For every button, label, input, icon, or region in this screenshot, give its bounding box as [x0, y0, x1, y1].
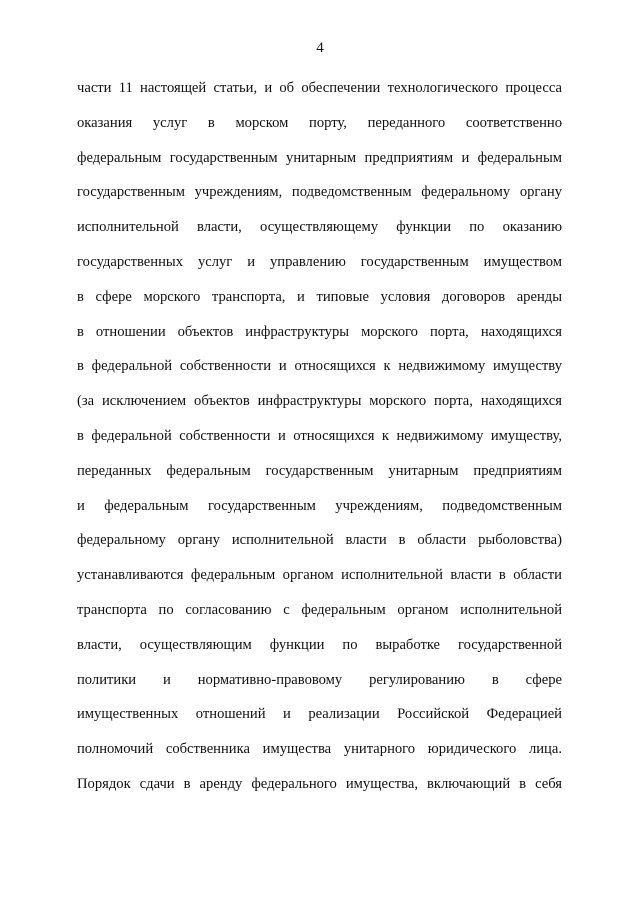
text-line: оказания услуг в морском порту, переданного соответственно: [77, 114, 562, 131]
text-line: имущественных отношений и реализации Российской Федерацией: [77, 706, 562, 723]
text-line: части 11 настоящей статьи, и об обеспечении технологического процесса: [77, 80, 562, 96]
text-line: в федеральной собственности и относящихся к недвижимому имуществу: [77, 358, 562, 375]
text-line: исполнительной власти, осуществляющему функции по оказанию: [77, 219, 562, 236]
text-line: и федеральным государственным учреждениям, подведомственным: [77, 497, 562, 514]
text-line: полномочий собственника имущества унитарного юридического лица.: [77, 741, 562, 758]
text-line: федеральным государственным унитарным предприятиям и федеральным: [77, 149, 562, 166]
text-line: власти, осуществляющим функции по выработке государственной: [77, 636, 562, 653]
text-line: политики и нормативно-правовому регулированию в сфере: [77, 671, 562, 688]
body-text: [77, 78, 562, 809]
page-number: 4: [316, 40, 324, 56]
text-line: федеральному органу исполнительной власти в области рыболовства): [77, 532, 562, 549]
text-line: переданных федеральным государственным унитарным предприятиям: [77, 462, 562, 479]
text-line: в отношении объектов инфраструктуры морского порта, находящихся: [77, 323, 562, 340]
text-line: Порядок сдачи в аренду федерального имущества, включающий в себя: [77, 775, 562, 792]
text-line: устанавливаются федеральным органом исполнительной власти в области: [77, 567, 562, 584]
text-line: в сфере морского транспорта, и типовые условия договоров аренды: [77, 288, 562, 305]
text-line: государственных услуг и управлению государственным имуществом: [77, 253, 562, 270]
text-line: (за исключением объектов инфраструктуры морского порта, находящихся: [77, 393, 562, 410]
text-line: транспорта по согласованию с федеральным органом исполнительной: [77, 601, 562, 618]
text-line: в федеральной собственности и относящихся к недвижимому имуществу,: [77, 427, 562, 444]
text-line: государственным учреждениям, подведомственным федеральному органу: [77, 184, 562, 201]
